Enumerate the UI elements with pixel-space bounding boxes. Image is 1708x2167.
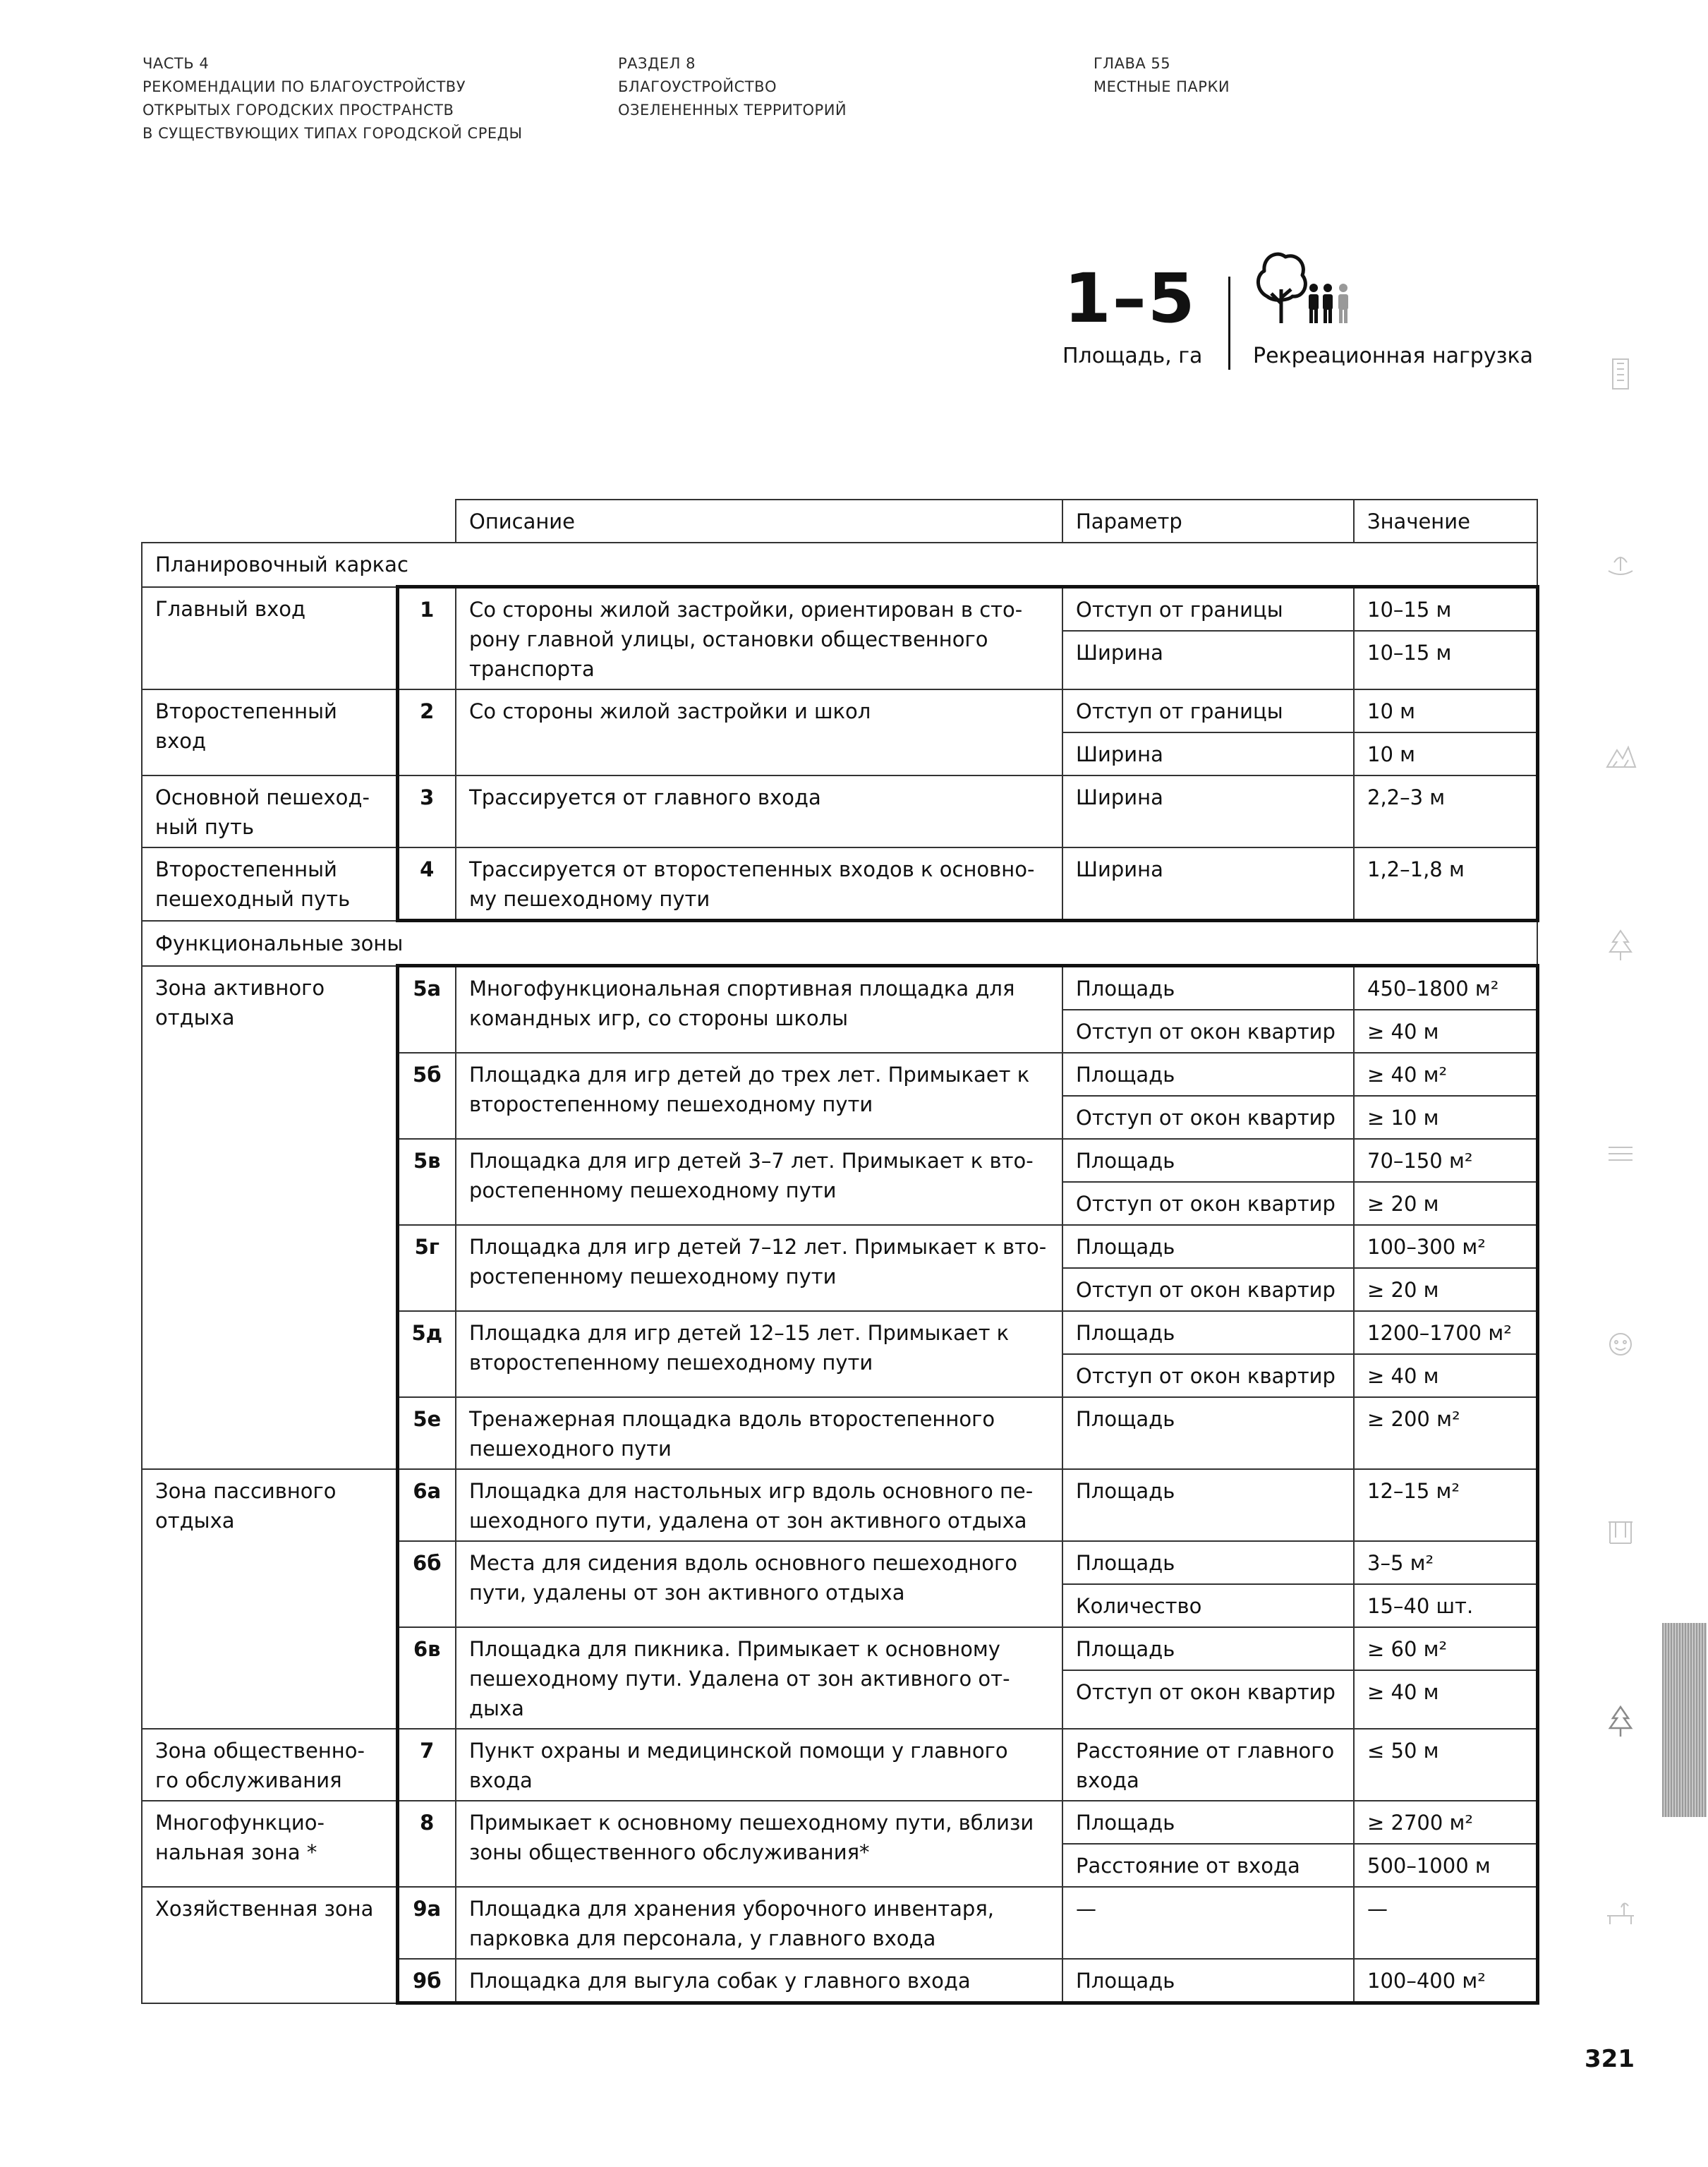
param-value: 1,2–1,8 м xyxy=(1354,847,1537,921)
zone-name: Хозяйственная зона xyxy=(142,1887,397,2003)
table-row xyxy=(142,1801,1537,1844)
param-value: ≤ 50 м xyxy=(1354,1729,1537,1801)
item-description: Площадка для игр детей 12–15 лет. Примыкает к второстепенному пешеходному пути xyxy=(456,1311,1062,1397)
param-name: Расстояние от главного входа xyxy=(1062,1729,1354,1801)
item-description: Места для сидения вдоль основного пешеходного пути, удалены от зон активного отдыха xyxy=(456,1541,1062,1627)
item-code: 8 xyxy=(397,1801,456,1887)
active-chapter-tab[interactable] xyxy=(1662,1623,1707,1817)
param-value: 450–1800 м² xyxy=(1354,966,1537,1010)
param-value: ≥ 20 м xyxy=(1354,1268,1537,1311)
item-code: 4 xyxy=(397,847,456,921)
fountain-icon[interactable] xyxy=(1603,547,1638,582)
item-description: Со стороны жилой застройки, ориентирован в сто-рону главной улицы, остановки общественного транспорта xyxy=(456,587,1062,690)
param-name: Количество xyxy=(1062,1584,1354,1627)
param-value: 100–400 м² xyxy=(1354,1959,1537,2003)
section-title: Функциональные зоны xyxy=(142,921,1537,966)
param-value: — xyxy=(1354,1887,1537,1959)
param-name: Площадь xyxy=(1062,1801,1354,1844)
param-name: Расстояние от входа xyxy=(1062,1844,1354,1887)
item-code: 5в xyxy=(397,1139,456,1225)
tree-people-icon xyxy=(1253,247,1373,332)
param-value: 10–15 м xyxy=(1354,587,1537,632)
param-name: Ширина xyxy=(1062,847,1354,921)
item-code: 9б xyxy=(397,1959,456,2003)
item-description: Многофункциональная спортивная площадка для командных игр, со стороны школы xyxy=(456,966,1062,1054)
param-name: — xyxy=(1062,1887,1354,1959)
item-code: 3 xyxy=(397,775,456,847)
param-name: Отступ от границы xyxy=(1062,587,1354,632)
item-description: Примыкает к основному пешеходному пути, вблизи зоны общественного обслуживания* xyxy=(456,1801,1062,1887)
item-description: Площадка для пикника. Примыкает к основному пешеходному пути. Удалена от зон активного от-дыха xyxy=(456,1627,1062,1729)
param-value: ≥ 200 м² xyxy=(1354,1397,1537,1469)
stat-divider xyxy=(1228,277,1230,370)
table-row xyxy=(142,775,1537,847)
param-name: Ширина xyxy=(1062,631,1354,689)
header-line: РЕКОМЕНДАЦИИ ПО БЛАГОУСТРОЙСТВУ xyxy=(143,78,466,95)
param-value: 10 м xyxy=(1354,732,1537,775)
header-line: В СУЩЕСТВУЮЩИХ ТИПАХ ГОРОДСКОЙ СРЕДЫ xyxy=(143,125,523,142)
header-blank xyxy=(142,500,456,543)
header-line: РАЗДЕЛ 8 xyxy=(618,55,696,72)
item-code: 2 xyxy=(397,689,456,775)
item-code: 6в xyxy=(397,1627,456,1729)
item-code: 9а xyxy=(397,1887,456,1959)
section-row xyxy=(142,543,1537,587)
param-name: Отступ от окон квартир xyxy=(1062,1354,1354,1397)
item-code: 1 xyxy=(397,587,456,690)
param-name: Площадь xyxy=(1062,1139,1354,1182)
param-name: Отступ от окон квартир xyxy=(1062,1182,1354,1225)
item-code: 6а xyxy=(397,1469,456,1541)
param-name: Площадь xyxy=(1062,1053,1354,1096)
landscape-icon[interactable] xyxy=(1603,737,1638,773)
header-line: ОТКРЫТЫХ ГОРОДСКИХ ПРОСТРАНСТВ xyxy=(143,102,454,119)
header-line: ГЛАВА 55 xyxy=(1094,55,1171,72)
param-name: Площадь xyxy=(1062,1397,1354,1469)
param-value: 2,2–3 м xyxy=(1354,775,1537,847)
table-row xyxy=(142,689,1537,732)
param-name: Ширина xyxy=(1062,775,1354,847)
param-value: ≥ 40 м xyxy=(1354,1354,1537,1397)
table-row xyxy=(142,1469,1537,1541)
tree-active-icon[interactable] xyxy=(1603,1704,1638,1739)
item-code: 5е xyxy=(397,1397,456,1469)
param-value: ≥ 40 м² xyxy=(1354,1053,1537,1096)
header-line: БЛАГОУСТРОЙСТВО xyxy=(618,78,777,95)
zone-name: Главный вход xyxy=(142,587,397,690)
item-code: 5б xyxy=(397,1053,456,1139)
param-name: Ширина xyxy=(1062,732,1354,775)
column-header-value: Значение xyxy=(1354,500,1537,543)
column-header-parameter: Параметр xyxy=(1062,500,1354,543)
item-description: Площадка для выгула собак у главного входа xyxy=(456,1959,1062,2003)
table-row xyxy=(142,587,1537,632)
param-name: Отступ от окон квартир xyxy=(1062,1670,1354,1729)
param-value: ≥ 60 м² xyxy=(1354,1627,1537,1670)
item-code: 5д xyxy=(397,1311,456,1397)
recreation-load-label: Рекреационная нагрузка xyxy=(1253,344,1534,368)
area-label: Площадь, га xyxy=(1062,344,1203,368)
tree-icon[interactable] xyxy=(1603,928,1638,963)
table-row xyxy=(142,847,1537,921)
lines-icon[interactable] xyxy=(1603,1136,1638,1171)
param-name: Площадь xyxy=(1062,966,1354,1010)
param-value: ≥ 40 м xyxy=(1354,1010,1537,1053)
table-header-row xyxy=(142,500,1537,543)
item-code: 6б xyxy=(397,1541,456,1627)
param-value: 1200–1700 м² xyxy=(1354,1311,1537,1354)
item-description: Площадка для настольных игр вдоль основного пе-шеходного пути, удалена от зон активного отдыха xyxy=(456,1469,1062,1541)
item-code: 5а xyxy=(397,966,456,1054)
item-description: Со стороны жилой застройки и школ xyxy=(456,689,1062,775)
item-description: Площадка для хранения уборочного инвентаря, парковка для персонала, у главного входа xyxy=(456,1887,1062,1959)
param-name: Площадь xyxy=(1062,1469,1354,1541)
param-value: 3–5 м² xyxy=(1354,1541,1537,1584)
item-description: Тренажерная площадка вдоль второстепенного пешеходного пути xyxy=(456,1397,1062,1469)
param-name: Отступ от окон квартир xyxy=(1062,1268,1354,1311)
zone-name: Зона активного отдыха xyxy=(142,966,397,1470)
param-value: 10–15 м xyxy=(1354,631,1537,689)
header-part xyxy=(143,52,523,145)
header-line: ЧАСТЬ 4 xyxy=(143,55,210,72)
header-section xyxy=(618,52,847,122)
face-icon[interactable] xyxy=(1603,1327,1638,1362)
item-description: Трассируется от главного входа xyxy=(456,775,1062,847)
param-value: ≥ 20 м xyxy=(1354,1182,1537,1225)
table-row xyxy=(142,966,1537,1010)
column-header-description: Описание xyxy=(456,500,1062,543)
param-name: Площадь xyxy=(1062,1627,1354,1670)
param-name: Площадь xyxy=(1062,1541,1354,1584)
param-value: ≥ 2700 м² xyxy=(1354,1801,1537,1844)
header-line: МЕСТНЫЕ ПАРКИ xyxy=(1094,78,1230,95)
zone-name: Второстепенный вход xyxy=(142,689,397,775)
param-name: Отступ от окон квартир xyxy=(1062,1096,1354,1139)
header-line: ОЗЕЛЕНЕННЫХ ТЕРРИТОРИЙ xyxy=(618,102,847,119)
section-title: Планировочный каркас xyxy=(142,543,1537,587)
bench-icon[interactable] xyxy=(1603,1895,1638,1930)
zone-name: Зона общественно-го обслуживания xyxy=(142,1729,397,1801)
page-number: 321 xyxy=(1585,2045,1635,2073)
param-name: Площадь xyxy=(1062,1311,1354,1354)
item-description: Площадка для игр детей 7–12 лет. Примыкает к вто-ростепенному пешеходному пути xyxy=(456,1225,1062,1311)
item-description: Площадка для игр детей до трех лет. Примыкает к второстепенному пешеходному пути xyxy=(456,1053,1062,1139)
param-value: 100–300 м² xyxy=(1354,1225,1537,1268)
zone-name: Многофункцио-нальная зона * xyxy=(142,1801,397,1887)
param-name: Площадь xyxy=(1062,1225,1354,1268)
param-name: Отступ от границы xyxy=(1062,689,1354,732)
item-code: 7 xyxy=(397,1729,456,1801)
section-row xyxy=(142,921,1537,966)
building-icon[interactable] xyxy=(1603,356,1638,392)
item-code: 5г xyxy=(397,1225,456,1311)
param-value: 12–15 м² xyxy=(1354,1469,1537,1541)
table-row xyxy=(142,1887,1537,1959)
param-value: 15–40 шт. xyxy=(1354,1584,1537,1627)
param-value: 500–1000 м xyxy=(1354,1844,1537,1887)
item-description: Площадка для игр детей 3–7 лет. Примыкает к вто-ростепенному пешеходному пути xyxy=(456,1139,1062,1225)
header-chapter xyxy=(1094,52,1230,99)
zone-name: Основной пешеход-ный путь xyxy=(142,775,397,847)
pavilion-icon[interactable] xyxy=(1603,1514,1638,1549)
area-value: 1–5 xyxy=(1064,259,1197,338)
table-row xyxy=(142,1729,1537,1801)
item-description: Пункт охраны и медицинской помощи у главного входа xyxy=(456,1729,1062,1801)
zone-name: Зона пассивного отдыха xyxy=(142,1469,397,1729)
param-name: Площадь xyxy=(1062,1959,1354,2003)
spec-table xyxy=(141,499,1539,2005)
param-value: 10 м xyxy=(1354,689,1537,732)
param-value: 70–150 м² xyxy=(1354,1139,1537,1182)
param-value: ≥ 10 м xyxy=(1354,1096,1537,1139)
param-name: Отступ от окон квартир xyxy=(1062,1010,1354,1053)
zone-name: Второстепенный пешеходный путь xyxy=(142,847,397,921)
item-description: Трассируется от второстепенных входов к основно-му пешеходному пути xyxy=(456,847,1062,921)
param-value: ≥ 40 м xyxy=(1354,1670,1537,1729)
